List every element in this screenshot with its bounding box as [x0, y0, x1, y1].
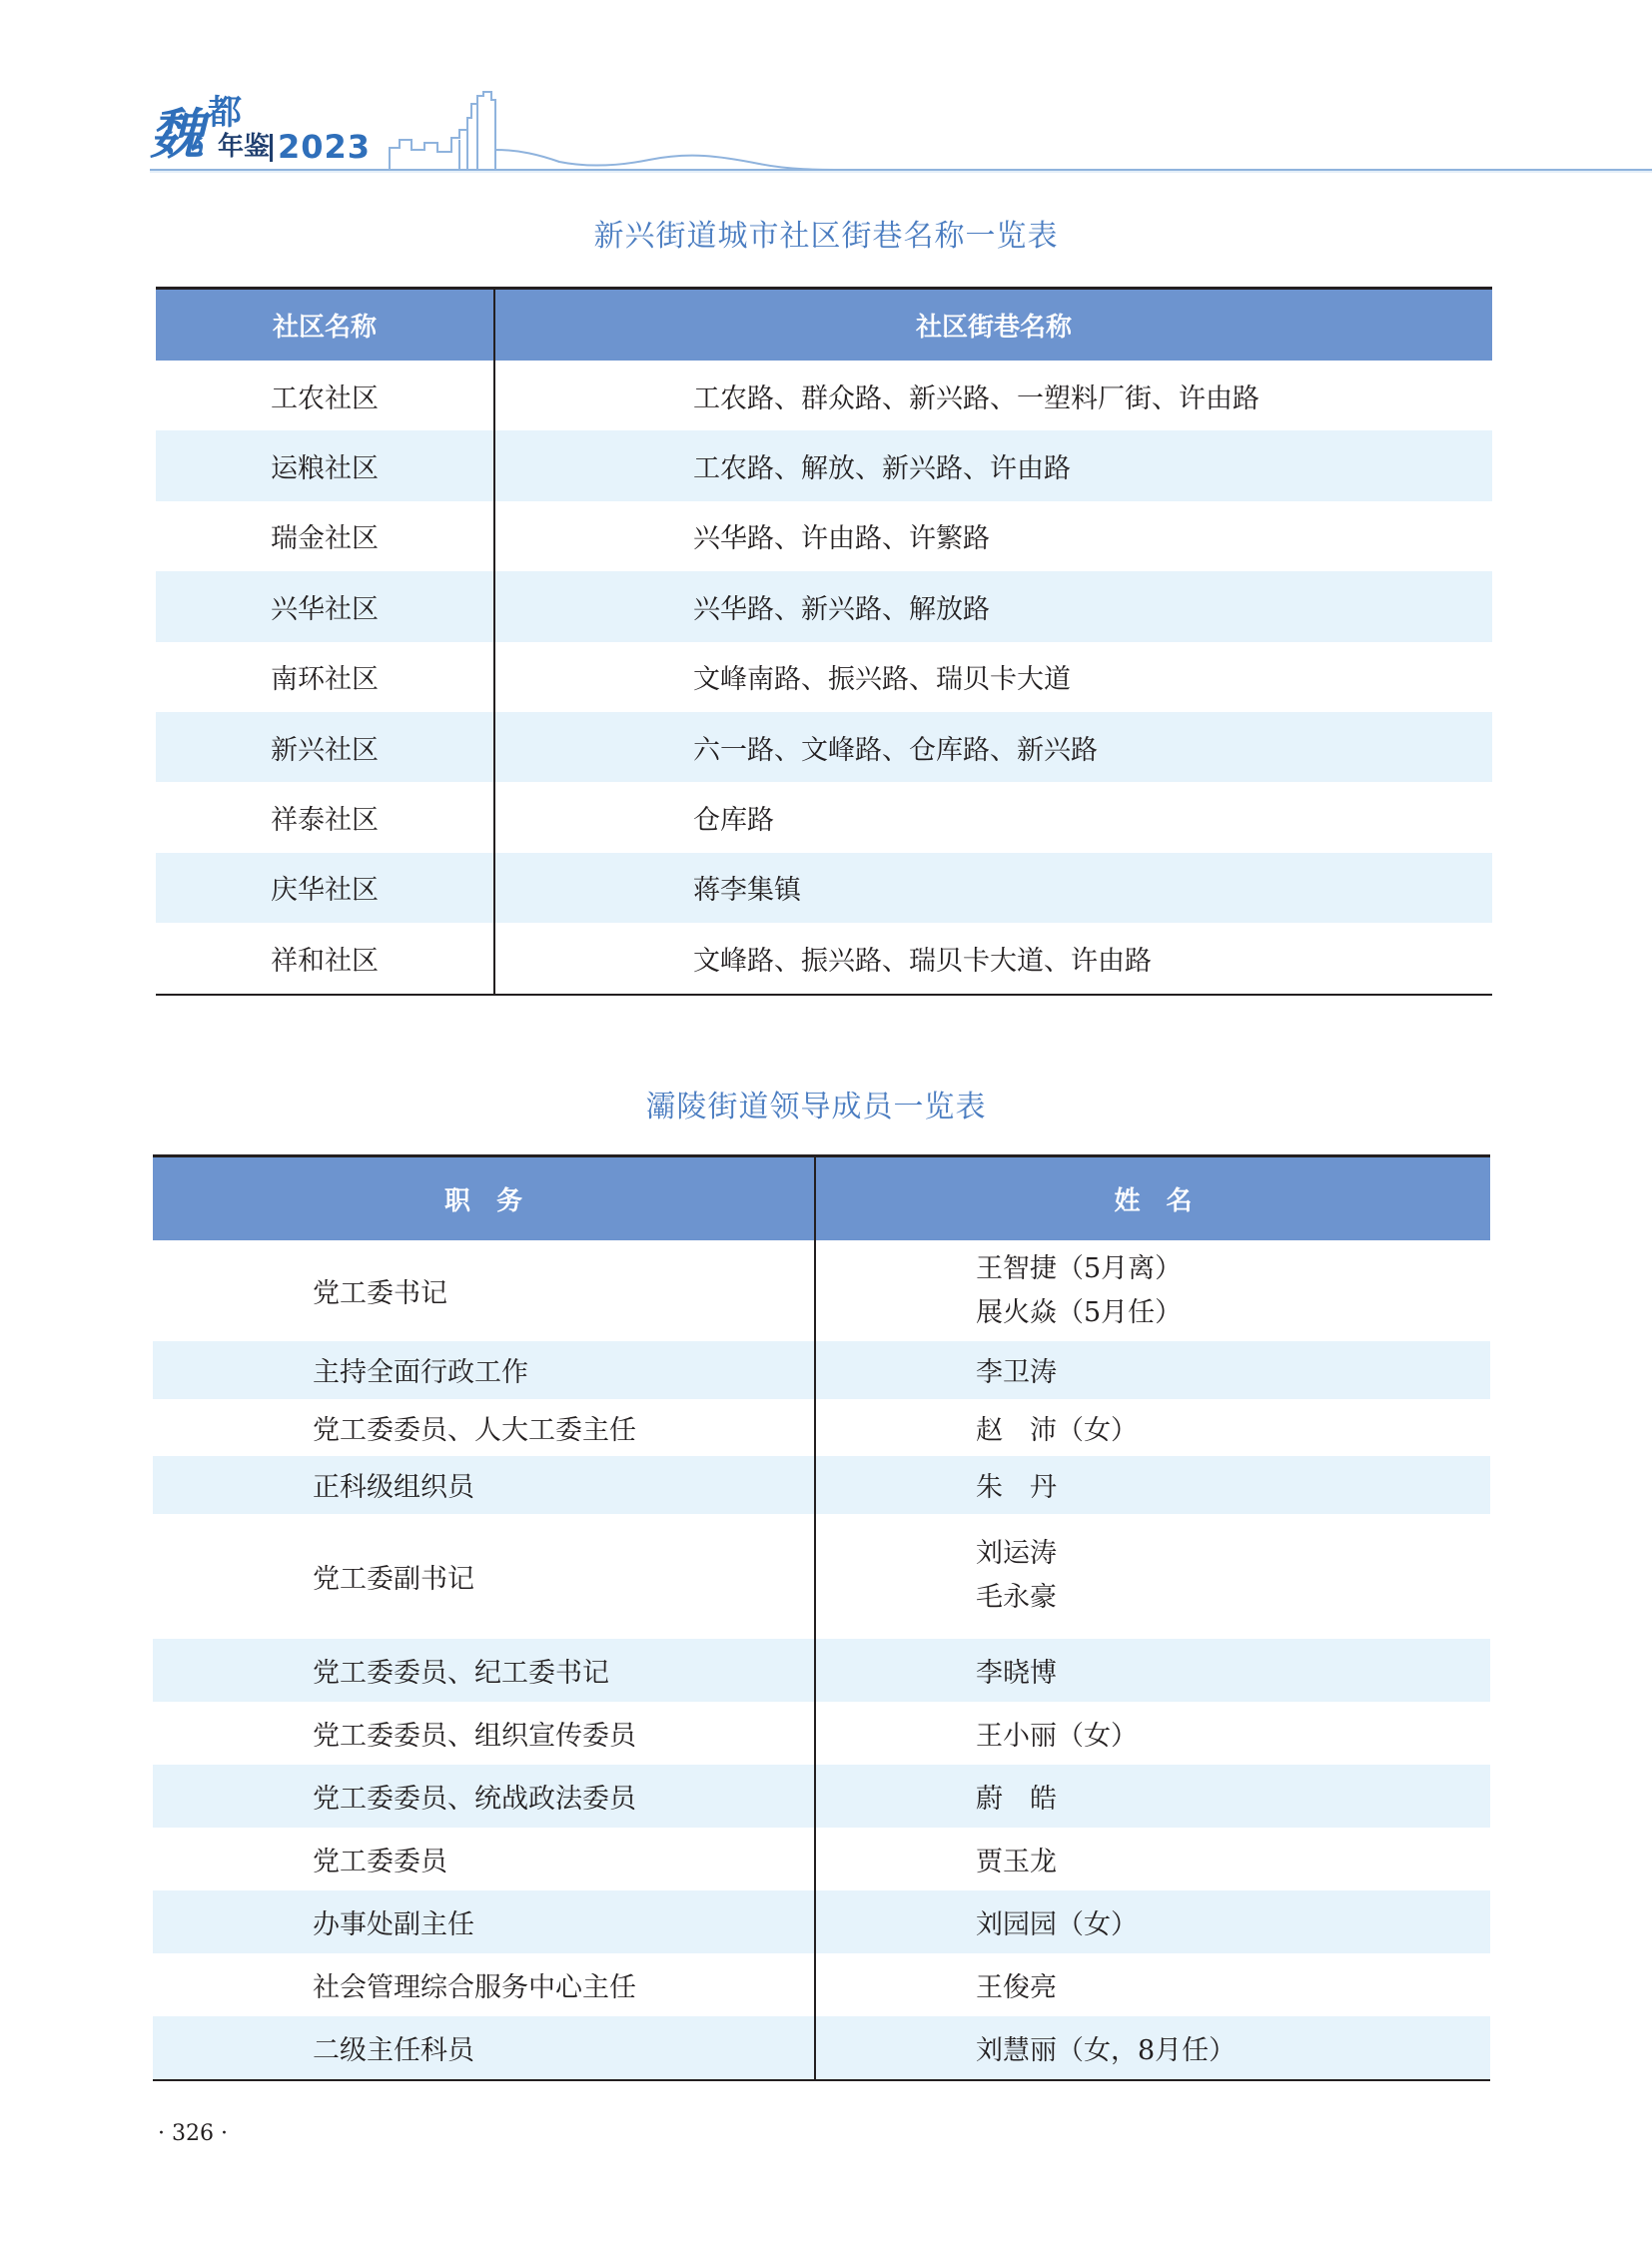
table-row [153, 1953, 1490, 2016]
table-row [156, 923, 1492, 994]
community-name: 庆华社区 [156, 853, 494, 923]
community-streets-table [156, 287, 1492, 996]
role-cell: 党工委委员、统战政法委员 [153, 1765, 815, 1828]
person-name: 朱 丹 [815, 1456, 1490, 1514]
name-cell [815, 1514, 1490, 1639]
table-row [153, 1828, 1490, 1890]
person-name: 王俊亮 [976, 1971, 1057, 2003]
person-name: 展火焱（5月任） [976, 1296, 1183, 1328]
column-header-role: 职 务 [153, 1156, 815, 1241]
person-name: 刘慧丽（女，8月任） [815, 2016, 1490, 2080]
role-cell: 办事处副主任 [153, 1890, 815, 1953]
community-name: 运粮社区 [156, 430, 494, 500]
role-cell: 党工委副书记 [153, 1514, 815, 1639]
street-names: 工农路、群众路、新兴路、一塑料厂街、许由路 [693, 382, 1259, 414]
community-name: 瑞金社区 [156, 501, 494, 571]
person-name: 王智捷（5月离） [976, 1252, 1183, 1284]
person-name: 赵 沛（女） [976, 1414, 1138, 1446]
table1-title: 新兴街道城市社区街巷名称一览表 [593, 219, 1059, 254]
person-name: 蔚 皓 [815, 1765, 1490, 1828]
table-row [153, 1399, 1490, 1457]
person-name: 李晓博 [815, 1639, 1490, 1702]
table-row [156, 853, 1492, 923]
person-name: 毛永豪 [976, 1582, 1057, 1613]
leadership-table [153, 1154, 1490, 2081]
logo-year: 2023 [278, 128, 372, 166]
table-row [153, 1514, 1490, 1639]
role-cell: 社会管理综合服务中心主任 [153, 1953, 815, 2016]
role-cell: 党工委委员、组织宣传委员 [153, 1702, 815, 1765]
table-row [153, 1890, 1490, 1953]
table-header-row [156, 289, 1492, 362]
table-row [156, 501, 1492, 571]
table-row [153, 1240, 1490, 1341]
page-header [0, 0, 1652, 190]
table-header-row [153, 1156, 1490, 1241]
role-cell: 主持全面行政工作 [153, 1341, 815, 1399]
table-row [153, 1765, 1490, 1828]
logo-separator [270, 134, 273, 162]
table2-title: 灞陵街道领导成员一览表 [645, 1090, 987, 1124]
table-row [153, 1456, 1490, 1514]
table-row [153, 1341, 1490, 1399]
role-cell: 党工委委员 [153, 1828, 815, 1890]
column-header-name: 姓 名 [815, 1156, 1490, 1241]
column-header-community: 社区名称 [156, 289, 494, 362]
table-row [153, 1702, 1490, 1765]
person-name: 刘园园（女） [815, 1890, 1490, 1953]
page-number: · 326 · [158, 2121, 228, 2146]
role-cell: 党工委书记 [153, 1240, 815, 1341]
community-name: 新兴社区 [156, 712, 494, 782]
person-name: 贾玉龙 [976, 1846, 1057, 1877]
role-cell: 二级主任科员 [153, 2016, 815, 2080]
street-names: 兴华路、新兴路、解放路 [494, 571, 1492, 641]
role-cell: 正科级组织员 [153, 1456, 815, 1514]
community-name: 南环社区 [156, 642, 494, 712]
table-row [156, 430, 1492, 500]
logo-du: 都 [208, 93, 242, 133]
table-row [153, 1639, 1490, 1702]
street-names: 六一路、文峰路、仓库路、新兴路 [494, 712, 1492, 782]
street-names: 工农路、解放、新兴路、许由路 [494, 430, 1492, 500]
person-name: 刘运涛 [976, 1538, 1057, 1569]
name-cell [815, 1240, 1490, 1341]
person-name: 李卫涛 [815, 1341, 1490, 1399]
logo-subtitle: 年鉴 [218, 132, 271, 162]
column-header-streets: 社区街巷名称 [494, 289, 1492, 362]
community-name: 兴华社区 [156, 571, 494, 641]
community-name: 工农社区 [156, 361, 494, 430]
street-names: 仓库路 [693, 805, 774, 837]
logo-wei: 魏 [150, 103, 204, 166]
table-row [156, 571, 1492, 641]
table-row [156, 712, 1492, 782]
community-name: 祥和社区 [156, 923, 494, 994]
street-names: 兴华路、许由路、许繁路 [693, 523, 990, 555]
street-names: 文峰南路、振兴路、瑞贝卡大道 [693, 664, 1071, 696]
table-row [156, 782, 1492, 852]
community-name: 祥泰社区 [156, 782, 494, 852]
person-name: 王小丽（女） [976, 1720, 1138, 1752]
table-row [153, 2016, 1490, 2080]
table-row [156, 361, 1492, 430]
street-names: 文峰路、振兴路、瑞贝卡大道、许由路 [693, 945, 1152, 977]
table-row [156, 642, 1492, 712]
role-cell: 党工委委员、纪工委书记 [153, 1639, 815, 1702]
role-cell: 党工委委员、人大工委主任 [153, 1399, 815, 1457]
street-names: 蒋李集镇 [494, 853, 1492, 923]
